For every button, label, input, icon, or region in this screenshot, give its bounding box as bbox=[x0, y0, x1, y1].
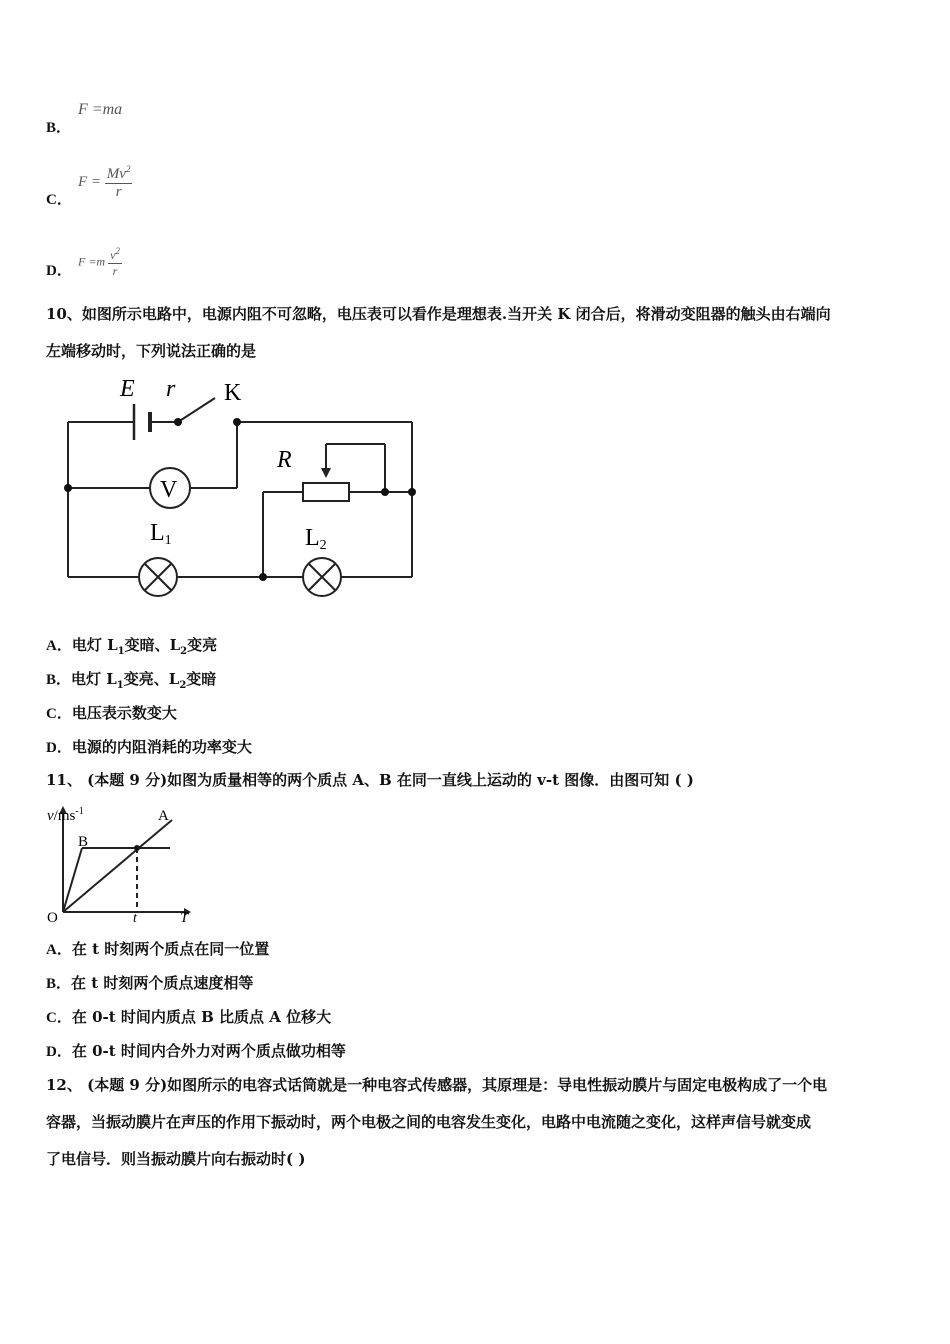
label-t: t bbox=[133, 911, 137, 926]
q9-option-b: B． bbox=[46, 120, 72, 136]
q10-option-a: A．电灯 $L_1$变暗、$L_2$变亮 bbox=[46, 636, 218, 657]
q9-c-sup: 2 bbox=[125, 164, 131, 174]
q9-d-den: r bbox=[112, 264, 118, 278]
q12-stem-line1: 12、 (本题 9 分)如图所示的电容式话筒就是一种电容式传感器，其原理是：导电性振动膜片与固定电极构成了一个电 bbox=[46, 1076, 828, 1094]
label-b: B bbox=[78, 834, 89, 850]
label-T: T bbox=[180, 910, 189, 926]
q9-c-lhs: F = bbox=[78, 173, 102, 190]
q11-option-a: A．在 t 时刻两个质点在同一位置 bbox=[46, 940, 270, 958]
label-a: A bbox=[158, 808, 169, 824]
label-l1: L1 bbox=[150, 520, 172, 548]
q11-option-d: D．在 0-t 时间内合外力对两个质点做功相等 bbox=[46, 1042, 346, 1060]
q9-d-sup: 2 bbox=[115, 246, 120, 256]
intersection-point bbox=[134, 845, 140, 851]
q9-option-d: D． bbox=[46, 263, 72, 279]
q9-c-den: r bbox=[115, 184, 122, 200]
q10-option-b: B．电灯 $L_1$变亮、$L_2$变暗 bbox=[46, 670, 217, 691]
label-voltmeter: V bbox=[160, 477, 178, 503]
label-r: r bbox=[166, 376, 176, 402]
q11-option-c: C．在 0-t 时间内质点 B 比质点 A 位移大 bbox=[46, 1008, 332, 1026]
label-v: $v/ms^{-1}$ bbox=[47, 806, 84, 824]
q10-option-d: D．电源的内阻消耗的功率变大 bbox=[46, 738, 252, 756]
label-e: E bbox=[120, 376, 135, 402]
q9-d-lhs: F =m bbox=[78, 254, 106, 269]
q10-stem-line1: 10、如图所示电路中，电源内阻不可忽略，电压表可以看作是理想表.当开关 K 闭合后，将滑动变阻器的触头由右端向 bbox=[46, 305, 831, 323]
label-k: K bbox=[224, 380, 242, 406]
q9-option-b-formula: F =ma bbox=[78, 101, 123, 118]
q10-stem-line2: 左端移动时，下列说法正确的是 bbox=[46, 342, 257, 360]
q12-stem-line2: 容器，当振动膜片在声压的作用下振动时，两个电极之间的电容发生变化，电路中电流随之变化，这样声信号就变成 bbox=[46, 1113, 812, 1131]
label-rheostat: R bbox=[277, 447, 292, 473]
q12-stem-line3: 了电信号．则当振动膜片向右振动时( ) bbox=[46, 1150, 306, 1168]
q11-option-b: B．在 t 时刻两个质点速度相等 bbox=[46, 974, 254, 992]
label-o: O bbox=[47, 910, 58, 926]
q10-option-c: C．电压表示数变大 bbox=[46, 704, 177, 722]
q9-d-num: v bbox=[110, 248, 116, 262]
q11-stem: 11、 (本题 9 分)如图为质量相等的两个质点 A、B 在同一直线上运动的 v-t 图像．由图可知 ( ) bbox=[46, 771, 694, 789]
q9-c-num: Mv bbox=[106, 166, 126, 182]
label-l2: L2 bbox=[305, 525, 327, 553]
q9-option-c: C． bbox=[46, 192, 72, 208]
line-b-rise bbox=[63, 848, 82, 912]
